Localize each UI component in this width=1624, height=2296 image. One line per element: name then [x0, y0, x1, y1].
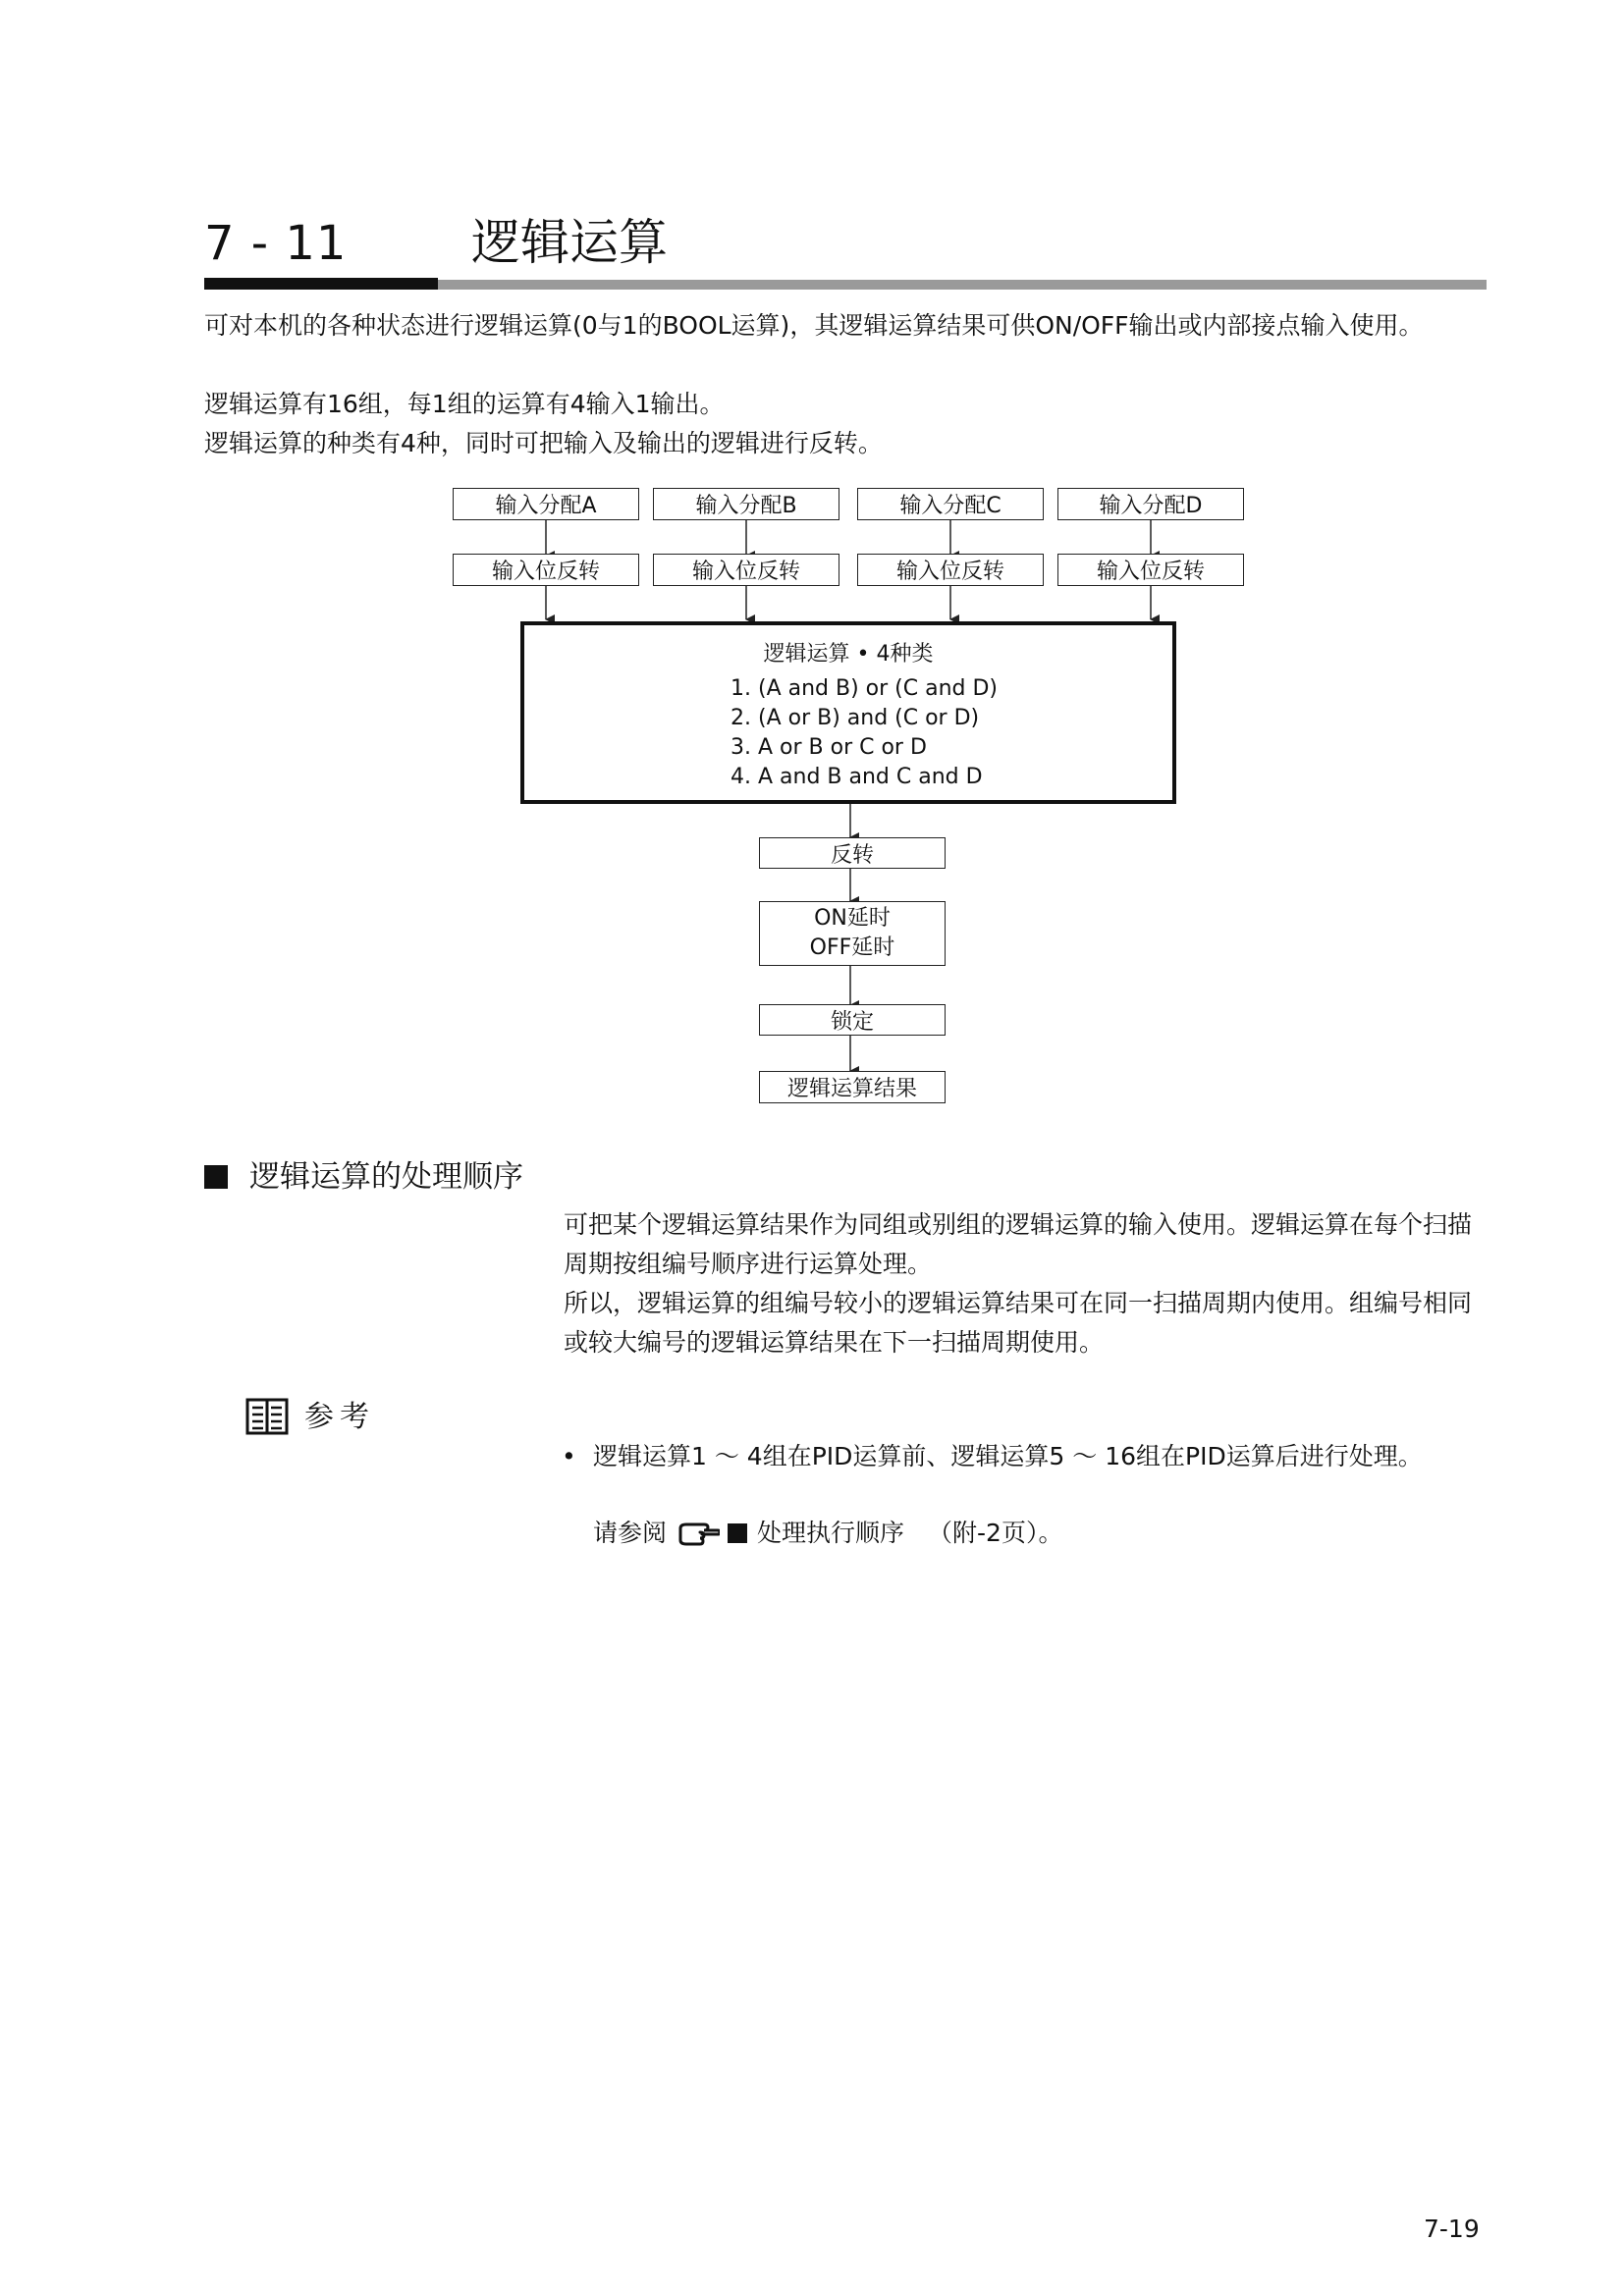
- book-icon: [245, 1398, 289, 1437]
- latch-box: 锁定: [759, 1004, 946, 1036]
- reference-see-line: [593, 1514, 1062, 1553]
- logic-operation-title: 逻辑运算 • 4种类: [763, 642, 934, 667]
- intro-paragraph-3: 逻辑运算的种类有4种，同时可把输入及输出的逻辑进行反转。: [204, 429, 883, 457]
- subsection-marker: [204, 1165, 228, 1189]
- input-invert-b-box: 输入位反转: [653, 554, 839, 586]
- logic-operation-2: 2. (A or B) and (C or D): [731, 706, 980, 730]
- see-target-link[interactable]: 处理执行顺序: [757, 1519, 905, 1547]
- input-invert-c-box: 输入位反转: [857, 554, 1044, 586]
- reference-text: 逻辑运算1 ～ 4组在PID运算前、逻辑运算5 ～ 16组在PID运算后进行处理。: [593, 1442, 1423, 1470]
- off-delay-label: OFF延时: [809, 935, 895, 960]
- on-delay-label: ON延时: [814, 906, 891, 931]
- logic-operation-3: 3. A or B or C or D: [731, 735, 927, 760]
- processing-paragraph-2: 所以，逻辑运算的组编号较小的逻辑运算结果可在同一扫描周期内使用。组编号相同或较大编号的逻辑运算结果在下一扫描周期使用。: [564, 1289, 1473, 1357]
- reference-label: 参考: [304, 1400, 375, 1434]
- section-title: 逻辑运算: [471, 214, 668, 271]
- output-invert-box: 反转: [759, 837, 946, 869]
- section-number: 7 - 11: [204, 216, 348, 271]
- logic-operation-list: [731, 674, 998, 792]
- logic-operation-box: [520, 621, 1176, 804]
- target-marker-icon: [728, 1523, 747, 1543]
- logic-operation-1: 1. (A and B) or (C and D): [731, 676, 999, 701]
- see-page: （附-2页）。: [928, 1519, 1063, 1547]
- intro-paragraph-2: 逻辑运算有16组，每1组的运算有4输入1输出。: [204, 390, 725, 418]
- input-invert-d-box: 输入位反转: [1057, 554, 1244, 586]
- input-assign-b-box: 输入分配B: [653, 488, 839, 520]
- see-prefix: 请参阅: [593, 1519, 668, 1547]
- input-invert-a-box: 输入位反转: [453, 554, 639, 586]
- subsection-title: 逻辑运算的处理顺序: [249, 1159, 523, 1195]
- page-number: 7-19: [1424, 2215, 1480, 2243]
- result-box: 逻辑运算结果: [759, 1071, 946, 1103]
- reference-bullet: •: [562, 1442, 576, 1470]
- logic-operation-4: 4. A and B and C and D: [731, 765, 983, 789]
- delay-box: [759, 901, 946, 966]
- intro-paragraph-1: 可对本机的各种状态进行逻辑运算(0与1的BOOL运算)，其逻辑运算结果可供ON/OFF输出或内部接点输入使用。: [204, 311, 1424, 340]
- input-assign-d-box: 输入分配D: [1057, 488, 1244, 520]
- pointing-hand-icon: [678, 1521, 720, 1546]
- input-assign-c-box: 输入分配C: [857, 488, 1044, 520]
- processing-paragraph-1: 可把某个逻辑运算结果作为同组或别组的逻辑运算的输入使用。逻辑运算在每个扫描周期按组编号顺序进行运算处理。: [564, 1210, 1473, 1278]
- input-assign-a-box: 输入分配A: [453, 488, 639, 520]
